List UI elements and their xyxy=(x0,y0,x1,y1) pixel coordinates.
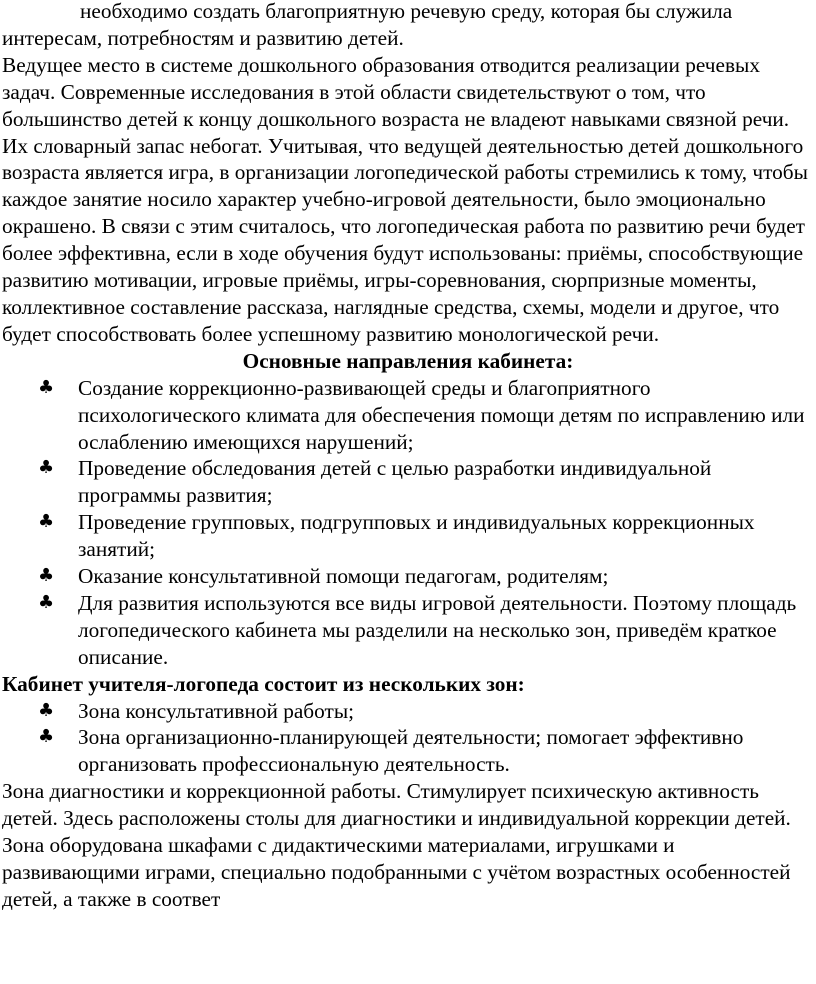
club-bullet-icon: ♣ xyxy=(38,726,55,748)
list-item xyxy=(2,590,814,671)
intro-continuation-paragraph: необходимо создать благоприятную речевую среду, которая бы служила интересам, потребностям и развитию детей. xyxy=(2,0,733,50)
zones-heading: Кабинет учителя-логопеда состоит из нескольких зон: xyxy=(2,671,525,696)
list-item xyxy=(2,563,814,590)
club-bullet-icon: ♣ xyxy=(38,699,55,721)
list-item-text: Зона консультативной работы; xyxy=(78,698,355,723)
list-item-text: Создание коррекционно-развивающей среды и благоприятного психологического климата для обеспечения помощи детям по исправлению или ослаблению имеющихся нарушений; xyxy=(78,375,805,454)
list-item-text: Зона организационно-планирующей деятельности; помогает эффективно организовать профессиональную деятельность. xyxy=(78,725,744,777)
list-item-text: Проведение обследования детей с целью разработки индивидуальной программы развития; xyxy=(78,456,712,508)
list-item xyxy=(2,724,814,778)
club-bullet-icon: ♣ xyxy=(38,565,55,587)
main-paragraph: Ведущее место в системе дошкольного образования отводится реализации речевых задач. Современные исследования в этой области свидетельствуют о том, что большинство детей к концу дошкольного возраста не владеют навыками связной речи. Их словарный запас небогат. Учитывая, что ведущей деятельностью детей дошкольного возраста является игра, в организации логопедической работы стремились к тому, чтобы каждое занятие носило характер учебно-игровой деятельности, было эмоционально окрашено. В связи с этим считалось, что логопедическая работа по развитию речи будет более эффективна, если в ходе обучения будут использованы: приёмы, способствующие развитию мотивации, игровые приёмы, игры-соревнования, сюрпризные моменты, коллективное составление рассказа, наглядные средства, схемы, модели и другое, что будет способствовать более успешному развитию монологической речи. xyxy=(2,52,808,346)
list-item-text: Оказание консультативной помощи педагогам, родителям; xyxy=(78,564,609,589)
list-item xyxy=(2,698,814,725)
club-bullet-icon: ♣ xyxy=(38,376,55,398)
zones-list xyxy=(2,698,814,779)
document-page xyxy=(2,0,814,913)
list-item xyxy=(2,375,814,456)
directions-heading: Основные направления кабинета: xyxy=(242,348,574,373)
final-paragraph: Зона диагностики и коррекционной работы. Стимулирует психическую активность детей. Здесь расположены столы для диагностики и индивидуальной коррекции детей. Зона оборудована шкафами с дидактическими материалами, игрушками и развивающими играми, специально подобранными с учётом возрастных особенностей детей, а также в соответ xyxy=(2,779,791,911)
list-item xyxy=(2,509,814,563)
list-item-text: Для развития используются все виды игровой деятельности. Поэтому площадь логопедического кабинета мы разделили на несколько зон, приведём краткое описание. xyxy=(78,590,797,669)
list-item-text: Проведение групповых, подгрупповых и индивидуальных коррекционных занятий; xyxy=(78,510,755,562)
club-bullet-icon: ♣ xyxy=(38,457,55,479)
club-bullet-icon: ♣ xyxy=(38,591,55,613)
club-bullet-icon: ♣ xyxy=(38,511,55,533)
directions-list xyxy=(2,375,814,671)
list-item xyxy=(2,455,814,509)
